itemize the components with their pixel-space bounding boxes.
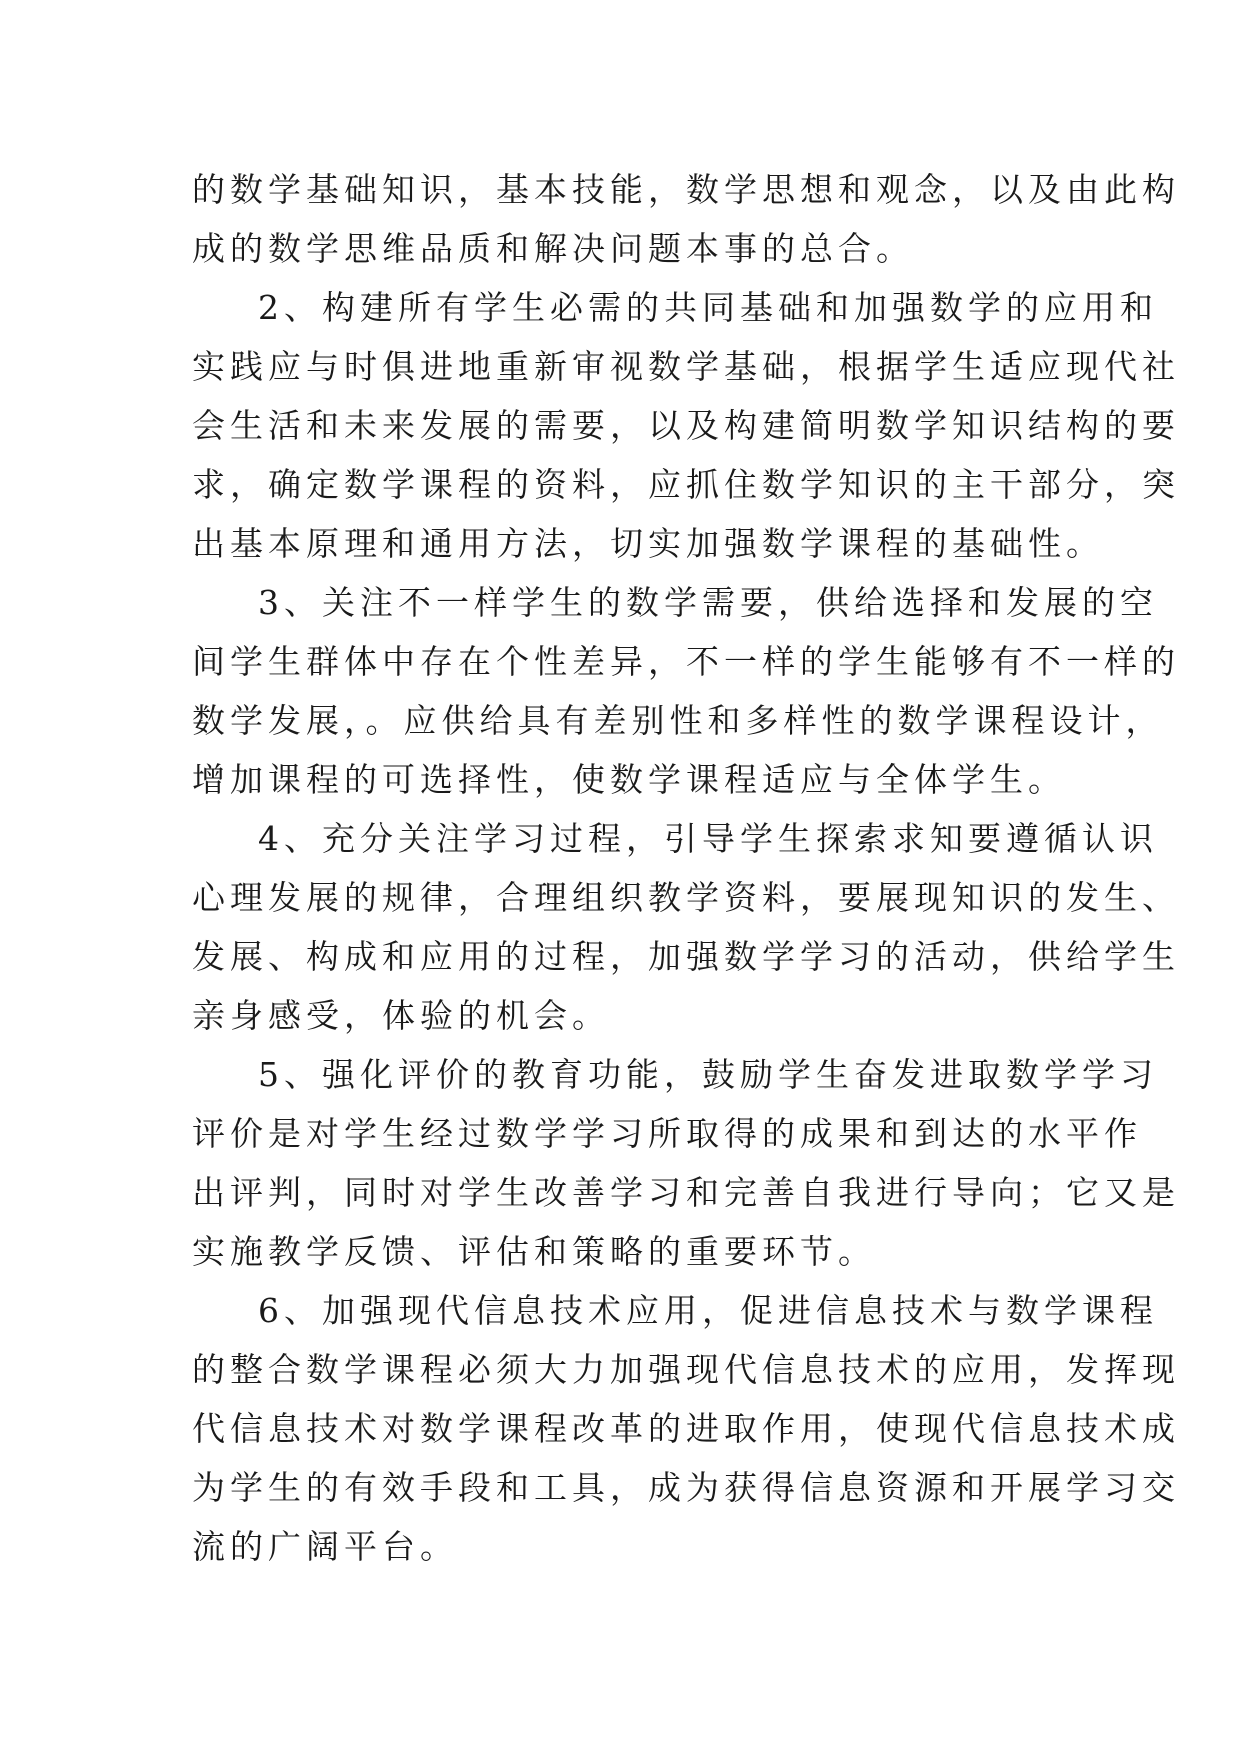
text-line: 代信息技术对数学课程改革的进取作用，使现代信息技术成 xyxy=(192,1409,1180,1448)
text-line: 会生活和未来发展的需要，以及构建简明数学知识结构的要 xyxy=(192,406,1180,445)
text-line: 成的数学思维品质和解决问题本事的总合。 xyxy=(192,229,914,268)
text-line: 的数学基础知识，基本技能，数学思想和观念，以及由此构 xyxy=(192,170,1180,209)
text-line: 6、加强现代信息技术应用，促进信息技术与数学课程 xyxy=(258,1291,1158,1330)
text-line: 实施教学反馈、评估和策略的重要环节。 xyxy=(192,1232,876,1271)
text-line: 5、强化评价的教育功能，鼓励学生奋发进取数学学习 xyxy=(258,1055,1158,1094)
text-line: 间学生群体中存在个性差异，不一样的学生能够有不一样的 xyxy=(192,642,1180,681)
text-line: 评价是对学生经过数学学习所取得的成果和到达的水平作 xyxy=(192,1114,1142,1153)
text-line: 心理发展的规律，合理组织教学资料，要展现知识的发生、 xyxy=(192,878,1180,917)
paragraph-item-4 xyxy=(192,809,1180,1045)
text-line: 发展、构成和应用的过程，加强数学学习的活动，供给学生 xyxy=(192,937,1180,976)
document-body xyxy=(192,160,1180,1576)
text-line: 实践应与时俱进地重新审视数学基础，根据学生适应现代社 xyxy=(192,347,1180,386)
text-line: 求，确定数学课程的资料，应抓住数学知识的主干部分，突 xyxy=(192,465,1180,504)
text-line: 3、关注不一样学生的数学需要，供给选择和发展的空 xyxy=(258,583,1158,622)
paragraph-continuation xyxy=(192,160,1180,278)
text-line: 亲身感受，体验的机会。 xyxy=(192,996,610,1035)
paragraph-item-3 xyxy=(192,573,1180,809)
text-line: 为学生的有效手段和工具，成为获得信息资源和开展学习交 xyxy=(192,1468,1180,1507)
text-line: 数学发展，。应供给具有差别性和多样性的数学课程设计， xyxy=(192,701,1164,740)
text-line: 出评判，同时对学生改善学习和完善自我进行导向；它又是 xyxy=(192,1173,1180,1212)
text-line: 2、构建所有学生必需的共同基础和加强数学的应用和 xyxy=(258,288,1158,327)
paragraph-item-5 xyxy=(192,1045,1180,1281)
text-line: 的整合数学课程必须大力加强现代信息技术的应用，发挥现 xyxy=(192,1350,1180,1389)
text-line: 出基本原理和通用方法，切实加强数学课程的基础性。 xyxy=(192,524,1104,563)
paragraph-item-6 xyxy=(192,1281,1180,1576)
text-line: 流的广阔平台。 xyxy=(192,1527,458,1566)
text-line: 4、充分关注学习过程，引导学生探索求知要遵循认识 xyxy=(258,819,1158,858)
paragraph-item-2 xyxy=(192,278,1180,573)
text-line: 增加课程的可选择性，使数学课程适应与全体学生。 xyxy=(192,760,1066,799)
